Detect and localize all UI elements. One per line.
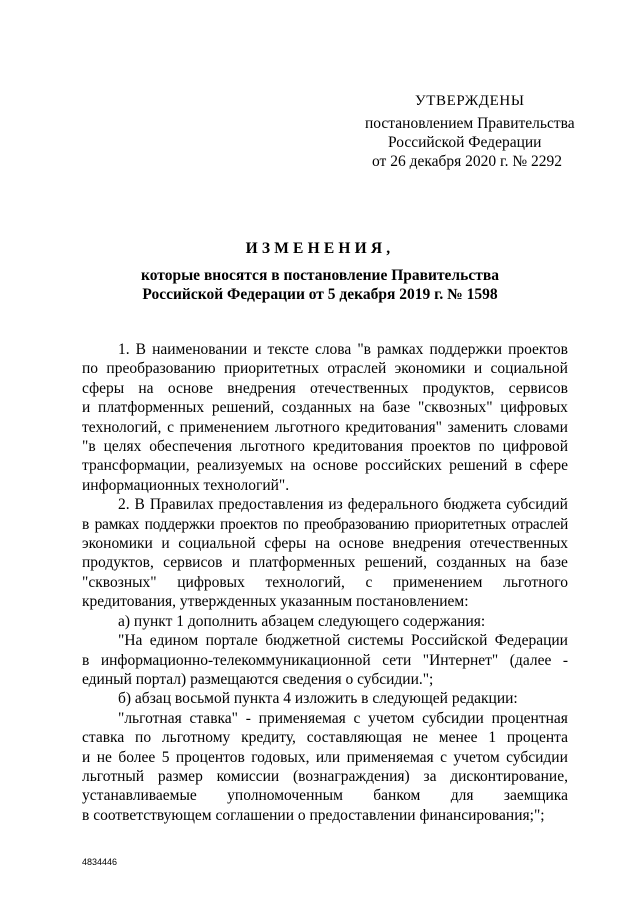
paragraph-line: льготный размер комиссии (вознаграждения) за дисконтирование,	[82, 767, 568, 785]
paragraph-line: "На едином портале бюджетной системы Российской Федерации	[118, 632, 568, 650]
paragraph-line: "льготная ставка" - применяемая с учетом субсидии процентная	[118, 709, 568, 727]
document-subtitle	[0, 266, 640, 304]
paragraph-line: а) пункт 1 дополнить абзацем следующего содержания:	[118, 612, 486, 630]
paragraph-line: трансформации, реализуемых на основе российских решений в сфере	[82, 457, 568, 475]
paragraph	[82, 340, 568, 495]
paragraph-line: устанавливаемые уполномоченным банком для заемщика	[82, 787, 568, 805]
document-title: ИЗМЕНЕНИЯ,	[245, 240, 395, 257]
approval-line-2: Российской Федерации	[388, 134, 542, 151]
paragraph	[82, 612, 568, 631]
paragraph	[82, 495, 568, 611]
paragraph-line: 1. В наименовании и тексте слова "в рамках поддержки проектов	[118, 341, 568, 358]
approval-line-1: постановлением Правительства	[365, 115, 575, 132]
paragraph-line: и платформенных решений, созданных на базе "сквозных" цифровых	[82, 399, 568, 417]
paragraph-line: информационных технологий".	[82, 476, 290, 494]
paragraph-line: 2. В Правилах предоставления из федерального бюджета субсидий	[118, 496, 568, 514]
paragraph-line: в рамках поддержки проектов по преобразованию приоритетных отраслей	[82, 515, 568, 533]
paragraph-line: б) абзац восьмой пункта 4 изложить в следующей редакции:	[118, 690, 518, 708]
paragraph-line: "в целях обеспечения льготного кредитования проектов по цифровой	[82, 438, 568, 456]
paragraph-line: экономики и социальной сферы на основе внедрения отечественных	[82, 535, 568, 553]
paragraph-line: сферы на основе внедрения отечественных продуктов, сервисов	[82, 379, 568, 397]
paragraph-line: по преобразованию приоритетных отраслей экономики и социальной	[82, 360, 568, 378]
subtitle-line-2: Российской Федерации от 5 декабря 2019 г. № 1598	[142, 286, 498, 303]
approval-stamp	[350, 92, 610, 171]
document-body	[82, 340, 568, 825]
approval-heading: УТВЕРЖДЕНЫ	[415, 93, 525, 109]
paragraph	[82, 631, 568, 689]
approval-line-3: от 26 декабря 2020 г. № 2292	[372, 153, 563, 170]
document-code: 4834446	[82, 857, 118, 867]
paragraph-line: и не более 5 процентов годовых, или применяемая с учетом субсидии	[82, 748, 568, 766]
paragraph-line: ставка по льготному кредиту, составляющая не менее 1 процента	[82, 729, 568, 747]
paragraph-line: кредитования, утвержденных указанным постановлением:	[82, 593, 469, 611]
paragraph-line: в соответствующем соглашении о предоставлении финансирования;";	[82, 806, 545, 824]
subtitle-line-1: которые вносятся в постановление Правительства	[141, 267, 499, 284]
paragraph-line: "сквозных" цифровых технологий, с применением льготного	[82, 573, 568, 591]
paragraph	[82, 689, 568, 708]
paragraph-line: в информационно-телекоммуникационной сети "Интернет" (далее -	[82, 651, 568, 669]
paragraph-line: продуктов, сервисов и платформенных решений, созданных на базе	[82, 554, 568, 572]
paragraph-line: единый портал) размещаются сведения о субсидии.";	[82, 670, 434, 688]
paragraph	[82, 709, 568, 825]
paragraph-line: технологий, с применением льготного кредитования" заменить словами	[82, 418, 568, 436]
